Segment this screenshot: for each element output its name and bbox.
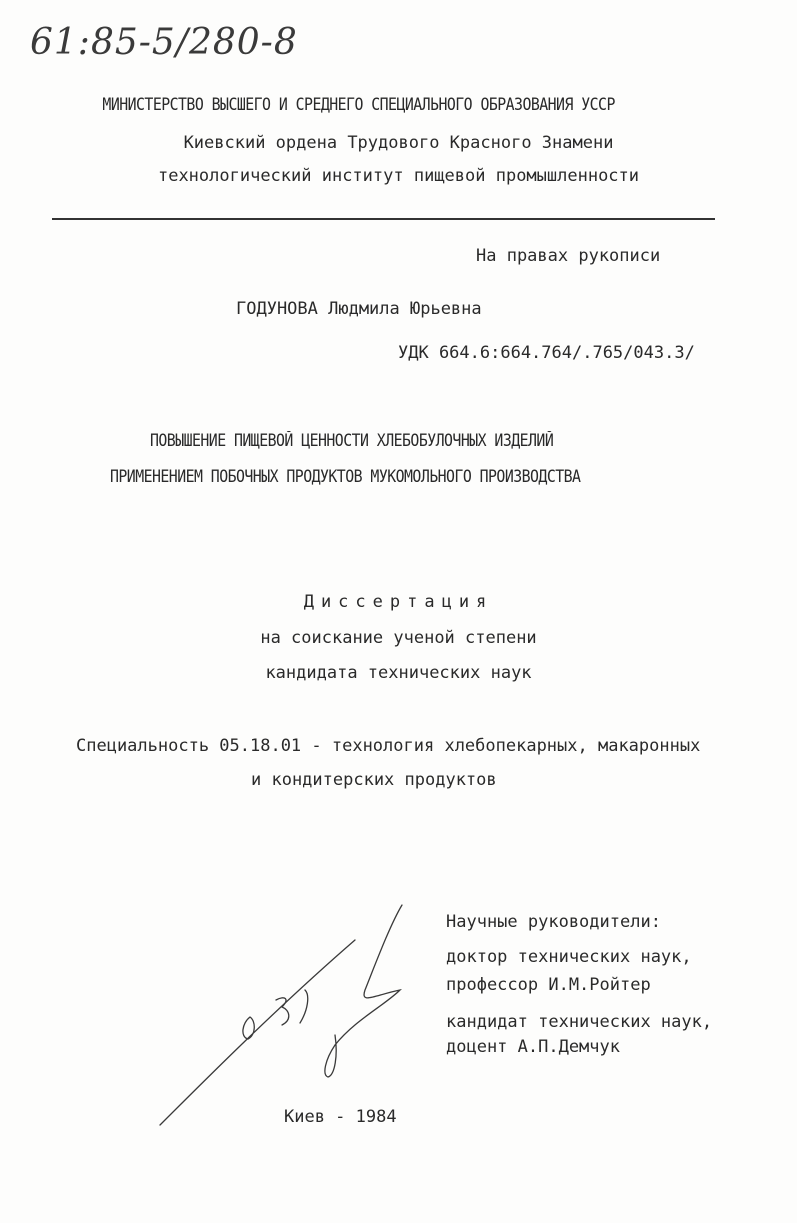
degree-line-2: кандидата технических наук [265,663,532,683]
supervisor-1-degree: доктор технических наук, [446,947,692,967]
archive-number-handwritten: 61:85-5/280-8 [30,22,298,63]
supervisor-2-degree: кандидат технических наук, [446,1012,713,1032]
institute-line-2: технологический институт пищевой промышленности [157,166,640,186]
institute-line-1: Киевский ордена Трудового Красного Знамени [183,133,614,153]
author-signature [140,895,420,1135]
supervisors-heading: Научные руководители: [446,912,661,932]
thesis-title-line-1: ПОВЫШЕНИЕ ПИЩЕВОЙ ЦЕННОСТИ ХЛЕБОБУЛОЧНЫХ ИЗДЕЛИЙ [150,431,554,450]
author-name: ГОДУНОВА Людмила Юрьевна [236,299,482,319]
degree-line-1: на соискание ученой степени [260,628,537,648]
specialty-line-1: Специальность 05.18.01 - технология хлебопекарных, макаронных [76,736,701,756]
header-divider [52,218,715,220]
udc-code: УДК 664.6:664.764/.765/043.3/ [398,343,695,363]
manuscript-rights: На правах рукописи [476,246,661,266]
work-type: Диссертация [303,592,494,612]
place-and-year: Киев - 1984 [284,1107,397,1127]
supervisor-1-name: профессор И.М.Ройтер [446,975,651,995]
specialty-line-2: и кондитерских продуктов [251,770,497,790]
thesis-title-line-2: ПРИМЕНЕНИЕМ ПОБОЧНЫХ ПРОДУКТОВ МУКОМОЛЬНОГО ПРОИЗВОДСТВА [110,467,581,486]
supervisor-2-name: доцент А.П.Демчук [446,1037,620,1057]
ministry-line: МИНИСТЕРСТВО ВЫСШЕГО И СРЕДНЕГО СПЕЦИАЛЬНОГО ОБРАЗОВАНИЯ УССР [102,95,615,114]
